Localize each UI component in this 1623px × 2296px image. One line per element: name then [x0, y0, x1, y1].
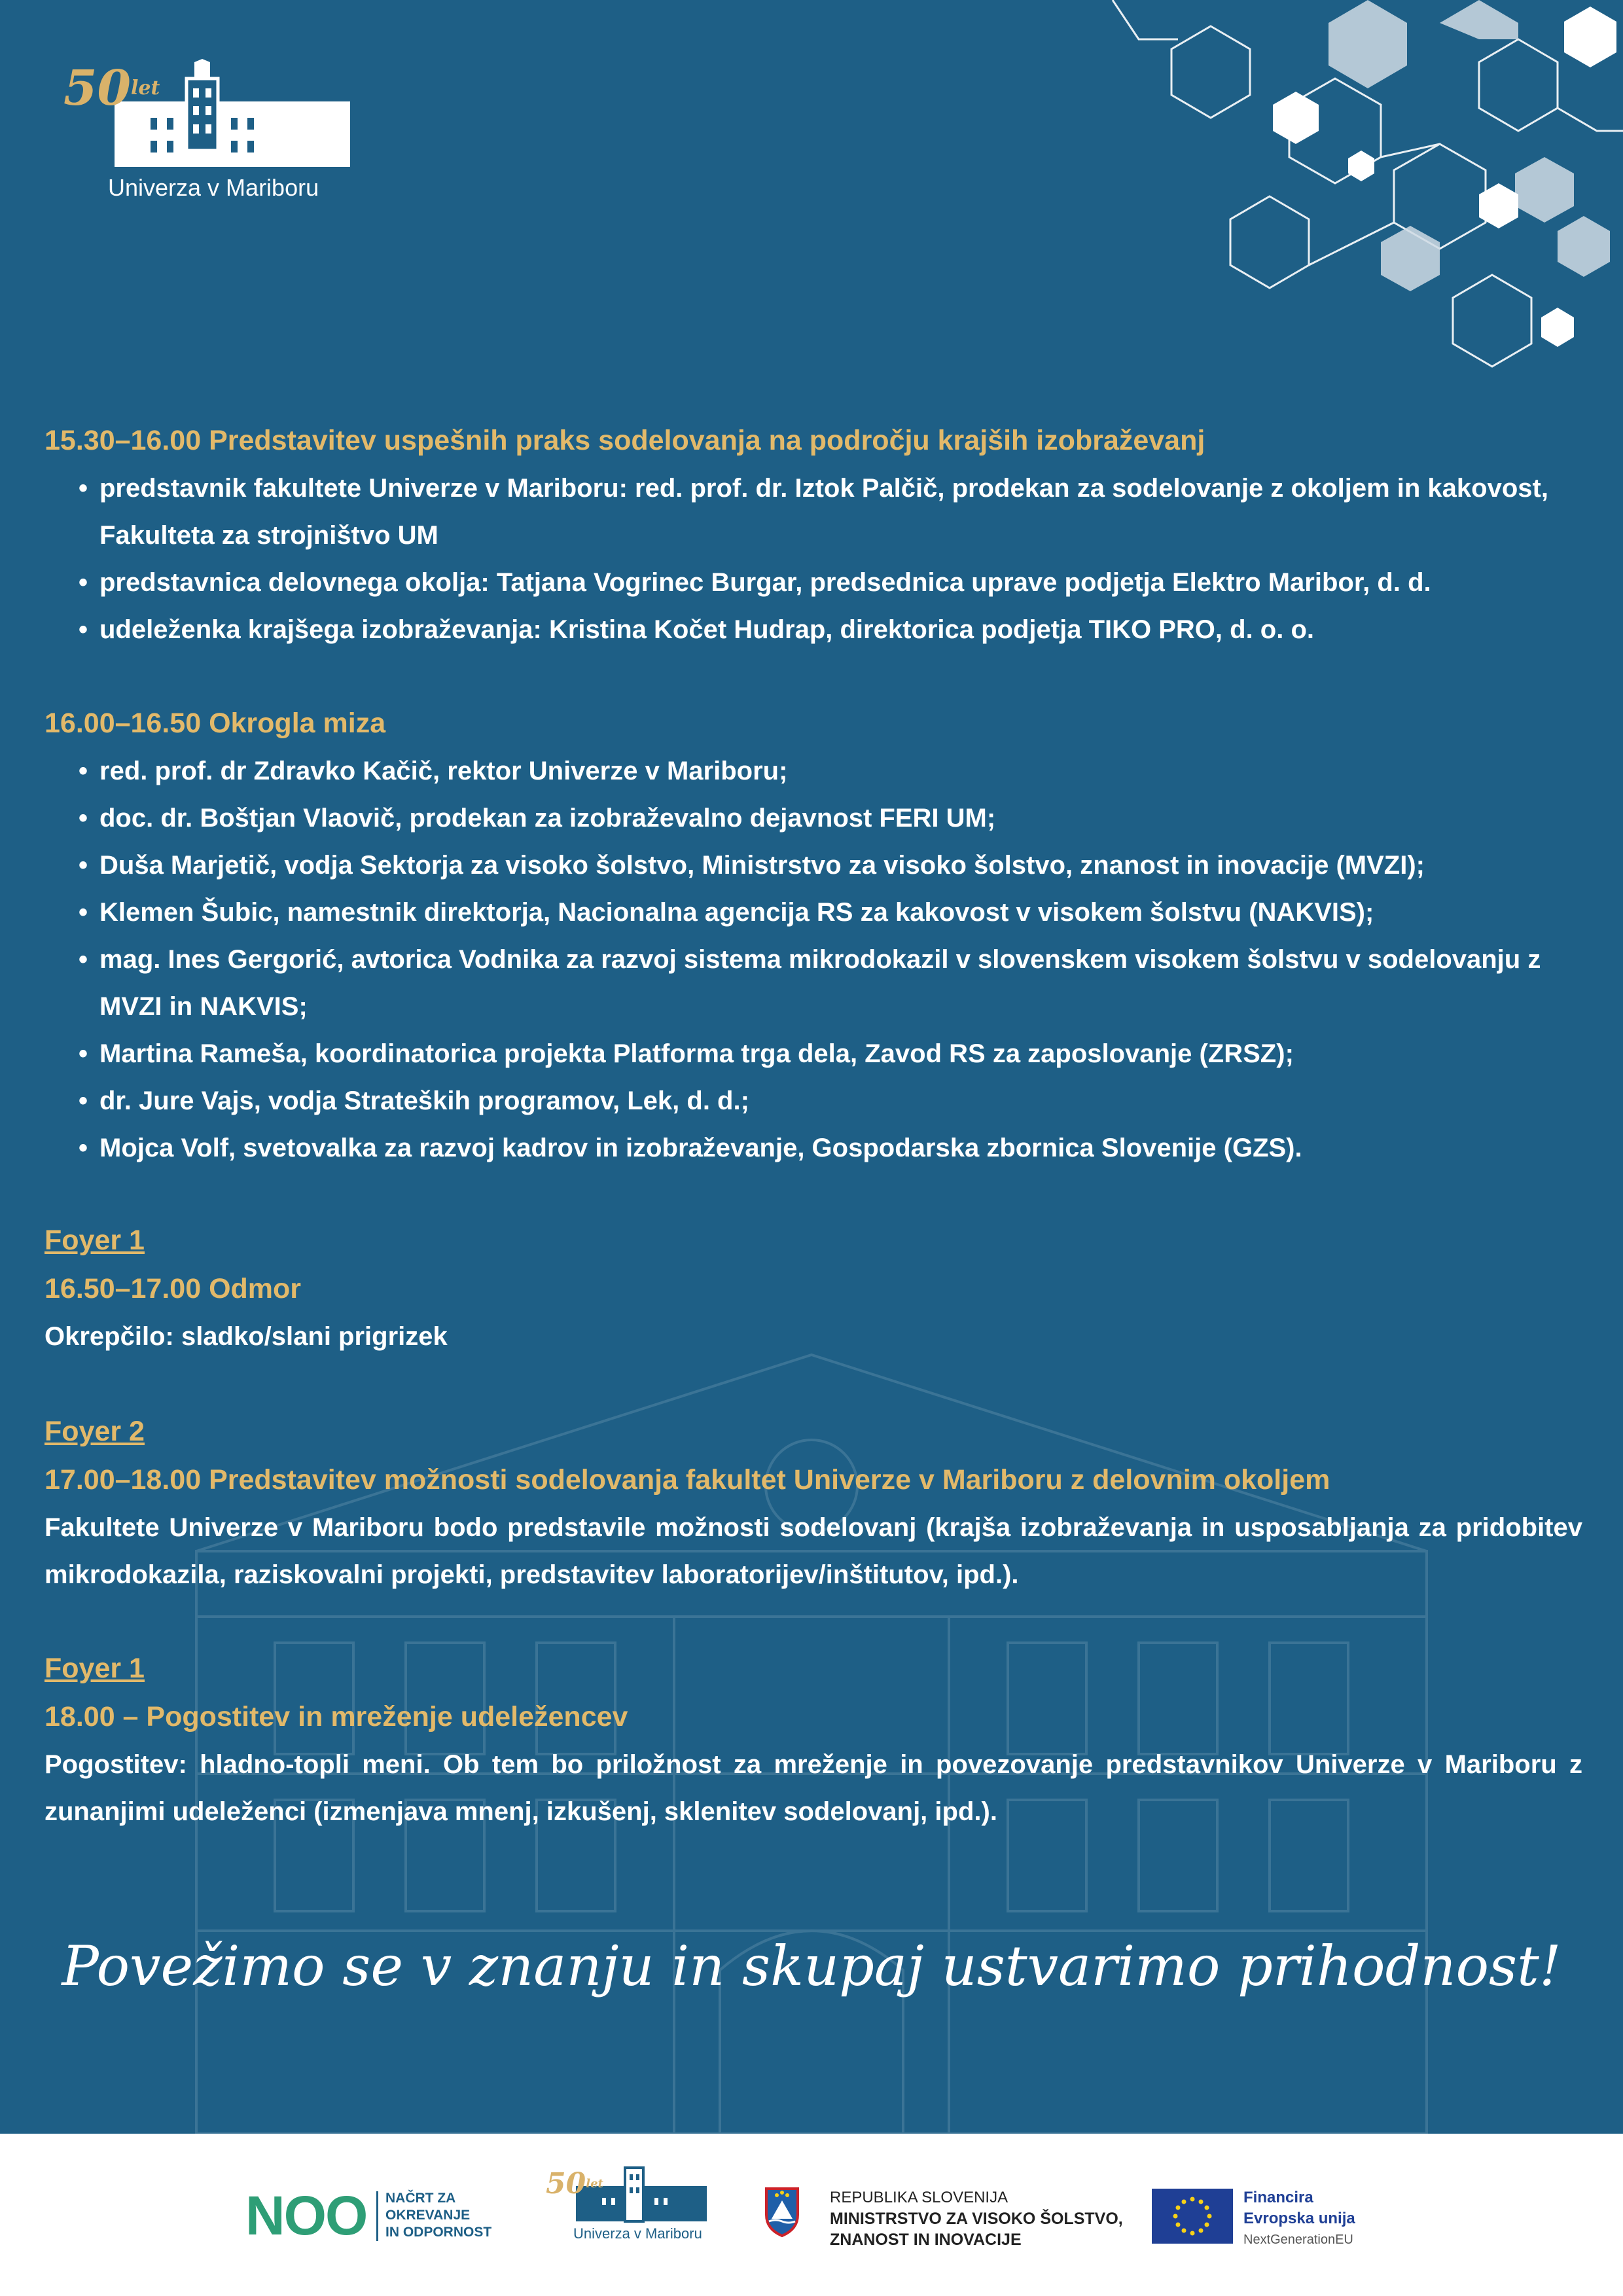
- list-item: • predstavnik fakultete Univerze v Mariboru: red. prof. dr. Iztok Palčič, prodekan za sodelovanje z okoljem in kakovost, Fakulteta za strojništvo UM: [45, 465, 1582, 559]
- section5-text: Pogostitev: hladno-topli meni. Ob tem bo priložnost za mreženje in povezovanje predstavnikov Univerze v Mariboru z zunanjimi udeleženci (izmenjava mnenj, izkušenj, sklenitev sodelovanj, ipd.).: [45, 1750, 1582, 1826]
- list-item: • Martina Rameša, koordinatorica projekta Platforma trga dela, Zavod RS za zaposlovanje (ZRSZ);: [45, 1030, 1582, 1077]
- noo-line: IN ODPORNOST: [385, 2225, 492, 2240]
- section-round-table: [45, 699, 1582, 1172]
- list-item: • doc. dr. Boštjan Vlaovič, prodekan za izobraževalno dejavnost FERI UM;: [45, 795, 1582, 842]
- footer-logo-name: Univerza v Mariboru: [573, 2225, 702, 2242]
- ministry-logo: [762, 2134, 1129, 2296]
- noo-line: NAČRT ZA: [385, 2191, 456, 2206]
- ministry-line1: REPUBLIKA SLOVENIJA: [830, 2189, 1008, 2206]
- footer-logos: [0, 2134, 1623, 2296]
- noo-line: OKREVANJE: [385, 2208, 471, 2223]
- ministry-text: [830, 2187, 1123, 2250]
- list-item: • udeleženka krajšega izobraževanja: Kristina Kočet Hudrap, direktorica podjetja TIKO PRO, d. o. o.: [45, 606, 1582, 653]
- list-item: • mag. Ines Gergorić, avtorica Vodnika za razvoj sistema mikrodokazil v slovenskem visokem šolstvu v sodelovanju z MVZI in NAKVIS;: [45, 936, 1582, 1030]
- logo-name: Univerza v Mariboru: [108, 174, 319, 201]
- footer-university-logo-graphic: [543, 2134, 726, 2296]
- ministry-line3: ZNANOST IN INOVACIJE: [830, 2231, 1022, 2249]
- eu-logo: [1152, 2134, 1414, 2296]
- eu-line1: Financira: [1243, 2189, 1313, 2206]
- section3-location: Foyer 1: [45, 1225, 145, 1256]
- noo-logo: [245, 2134, 507, 2296]
- footer-logo-years-suffix: let: [586, 2177, 603, 2191]
- logo-years-number: 50: [63, 60, 131, 117]
- noo-mark: NOO: [245, 2185, 367, 2246]
- section-networking: [45, 1644, 1582, 1835]
- section4-location: Foyer 2: [45, 1416, 145, 1447]
- section3-heading: 16.50–17.00 Odmor: [45, 1273, 302, 1304]
- slogan: Povežimo se v znanju in skupaj ustvarimo prihodnost!: [62, 1934, 1561, 1998]
- list-item: • red. prof. dr Zdravko Kačič, rektor Univerze v Mariboru;: [45, 747, 1582, 795]
- section-presentation-practices: [45, 416, 1582, 653]
- eu-line2: Evropska unija: [1243, 2210, 1355, 2227]
- section1-heading: 15.30–16.00 Predstavitev uspešnih praks sodelovanja na področju krajših izobraževanj: [45, 425, 1205, 456]
- section3-text: Okrepčilo: sladko/slani prigrizek: [45, 1322, 448, 1351]
- eu-flag-icon: [1152, 2189, 1233, 2244]
- ministry-line2: MINISTRSTVO ZA VISOKO ŠOLSTVO,: [830, 2210, 1123, 2228]
- footer-logo-years: [546, 2168, 603, 2200]
- section1-list: [45, 465, 1582, 653]
- footer-university-logo: [543, 2134, 726, 2296]
- section2-list: [45, 747, 1582, 1172]
- section2-heading: 16.00–16.50 Okrogla miza: [45, 708, 386, 739]
- list-item: • Klemen Šubic, namestnik direktorja, Nacionalna agencija RS za kakovost v visokem šolstvu (NAKVIS);: [45, 889, 1582, 936]
- eu-line3: NextGenerationEU: [1243, 2233, 1353, 2247]
- section-break: [45, 1216, 1582, 1360]
- section5-heading: 18.00 – Pogostitev in mreženje udeležencev: [45, 1701, 628, 1732]
- list-item: • predstavnica delovnega okolja: Tatjana Vogrinec Burgar, predsednica uprave podjetja Elektro Maribor, d. d.: [45, 559, 1582, 606]
- noo-divider: [376, 2191, 378, 2241]
- noo-text: [385, 2190, 491, 2241]
- list-item: • dr. Jure Vajs, vodja Strateških programov, Lek, d. d.;: [45, 1077, 1582, 1124]
- section4-heading: 17.00–18.00 Predstavitev možnosti sodelovanja fakultet Univerze v Mariboru z delovnim okoljem: [45, 1464, 1330, 1496]
- list-item: • Duša Marjetič, vodja Sektorja za visoko šolstvo, Ministrstvo za visoko šolstvo, znanost in inovacije (MVZI);: [45, 842, 1582, 889]
- logo-years: [63, 59, 160, 118]
- section5-location: Foyer 1: [45, 1653, 145, 1684]
- university-logo: [62, 59, 357, 209]
- footer-logo-years-number: 50: [546, 2167, 586, 2200]
- slovenia-coat-of-arms: [762, 2186, 802, 2238]
- list-item: • Mojca Volf, svetovalka za razvoj kadrov in izobraževanje, Gospodarska zbornica Slovenije (GZS).: [45, 1124, 1582, 1172]
- logo-years-suffix: let: [130, 77, 160, 99]
- hexagon-decoration: [1099, 0, 1623, 406]
- section4-text: Fakultete Univerze v Mariboru bodo predstavile možnosti sodelovanj (krajša izobraževanja in usposabljanja za pridobitev mikrodokazila, raziskovalni projekti, predstavitev laboratorijev/inštitutov, ipd.).: [45, 1513, 1582, 1589]
- section-faculties: [45, 1407, 1582, 1598]
- eu-text: [1243, 2187, 1355, 2250]
